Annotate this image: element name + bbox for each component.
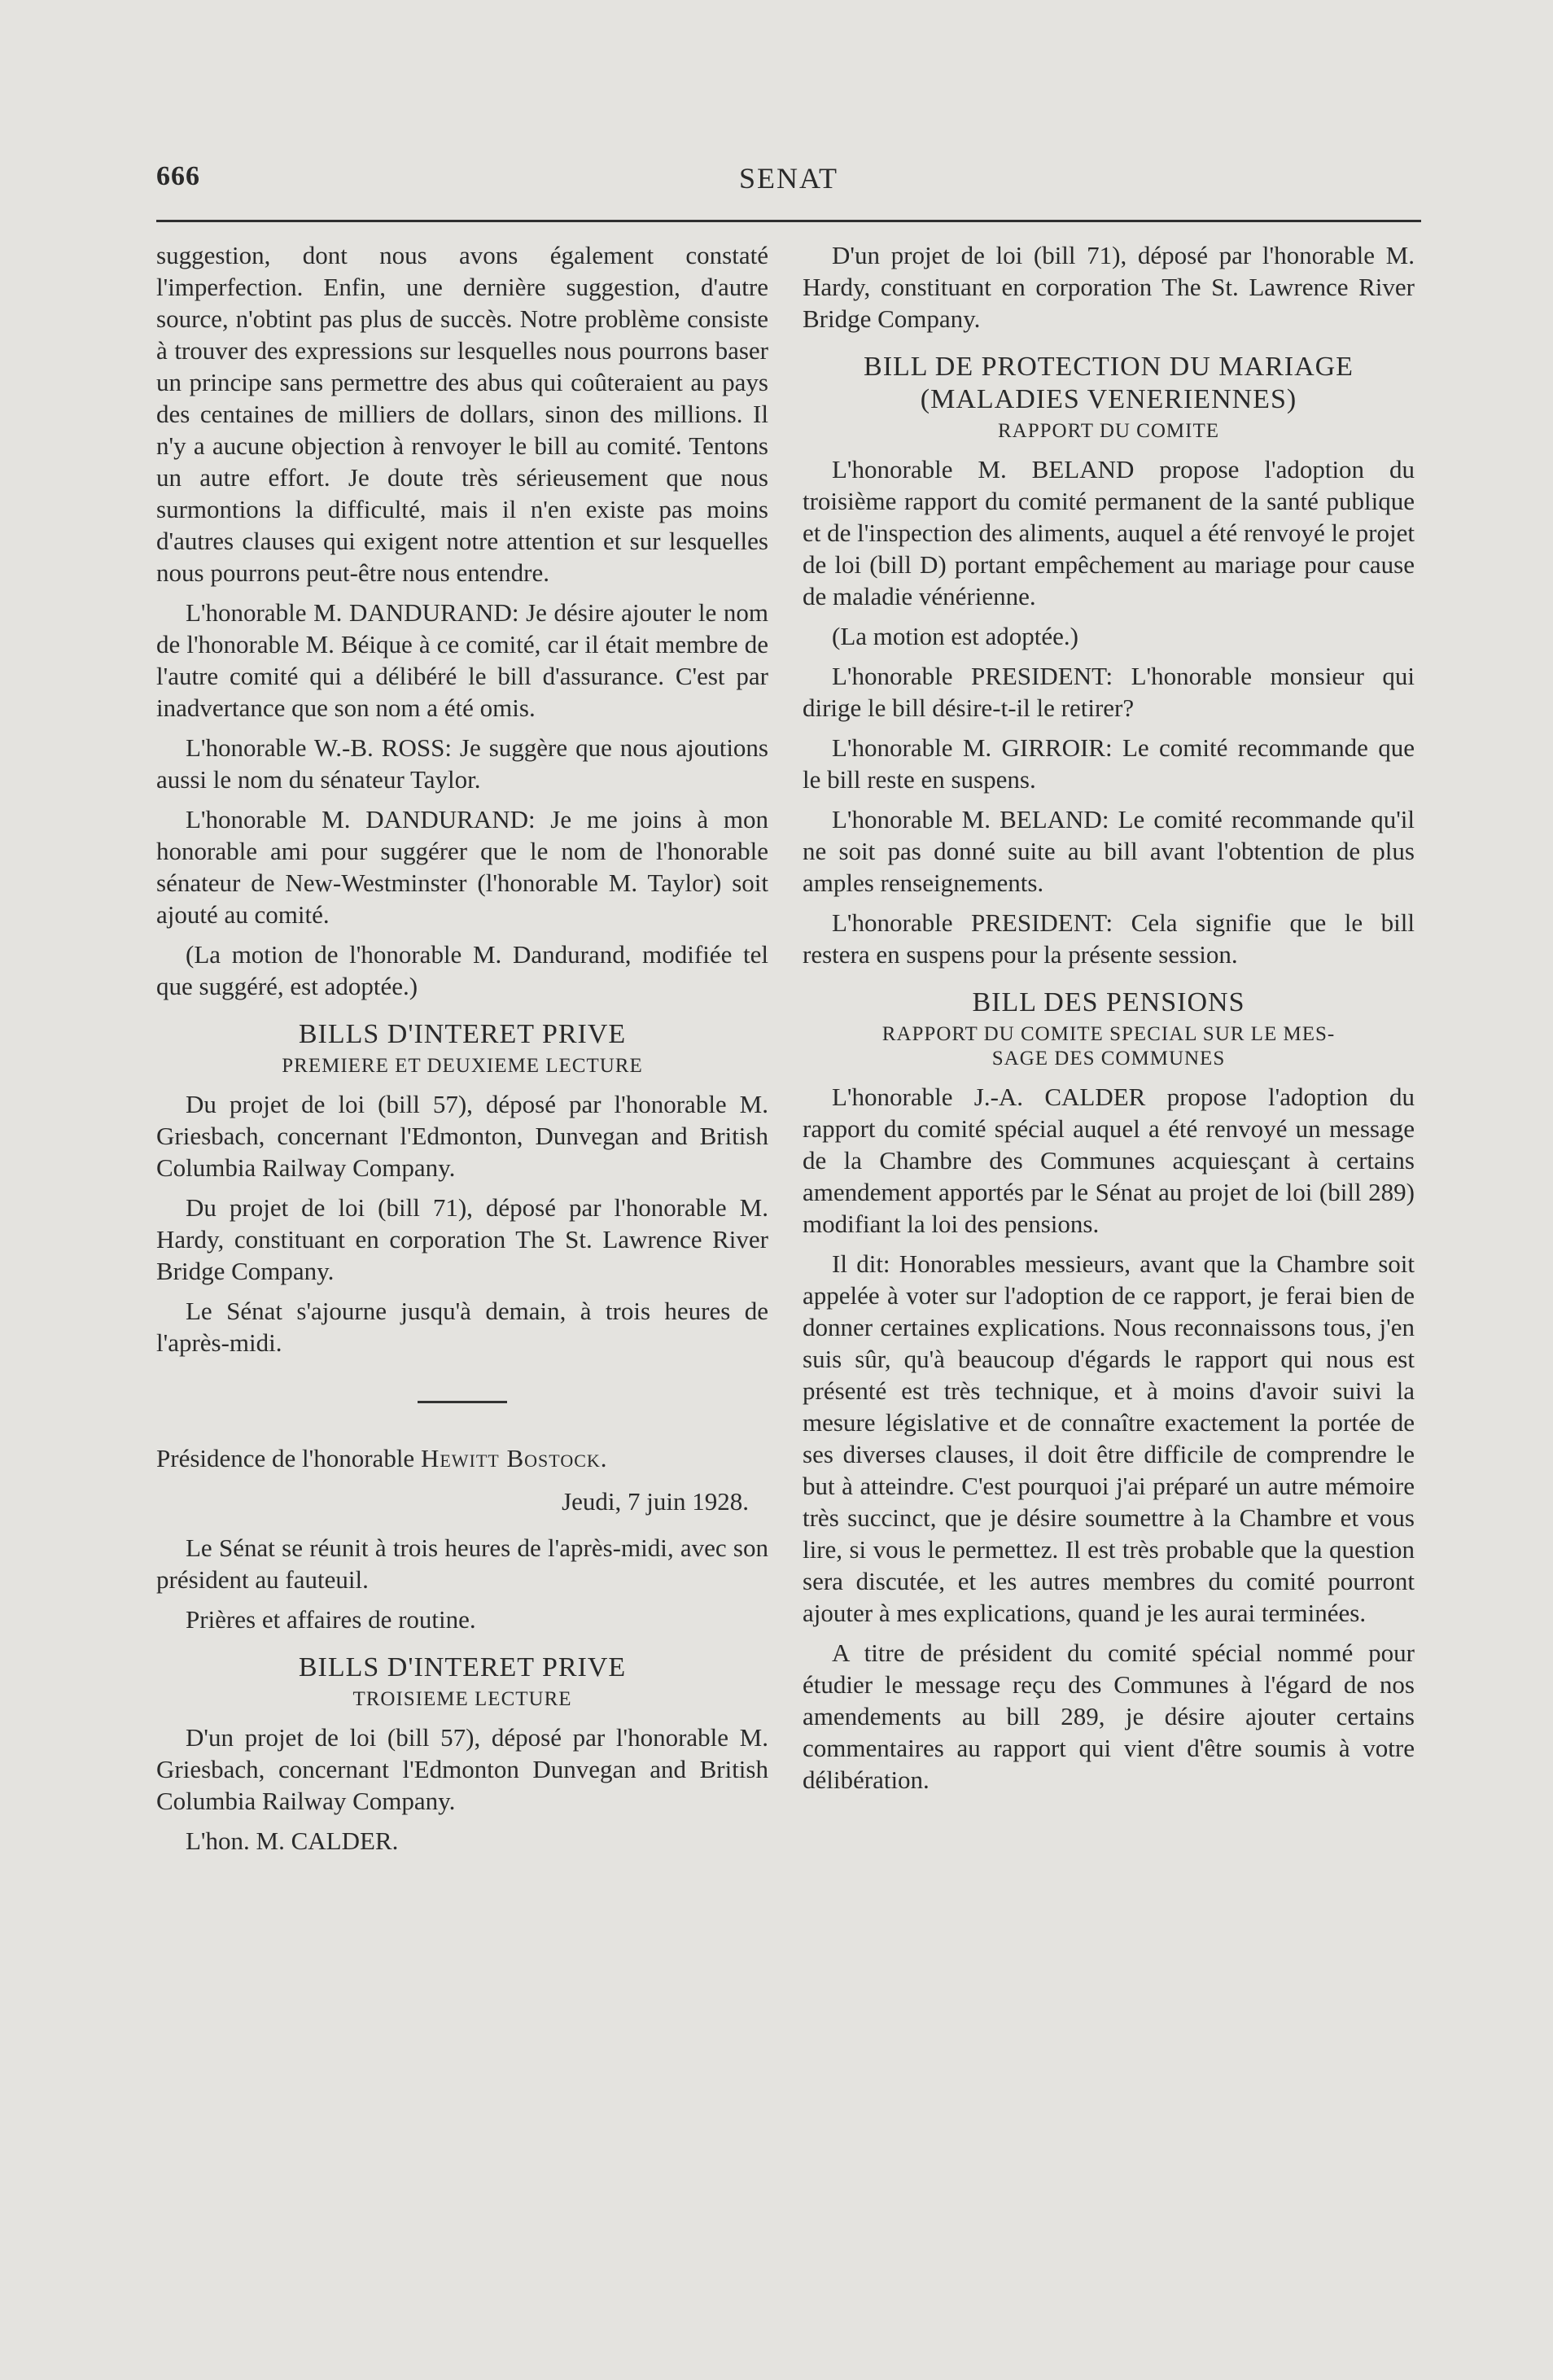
section-heading: BILLS D'INTERET PRIVE <box>298 1019 627 1049</box>
paragraph: Il dit: Honorables messieurs, avant que la Chambre soit appelée à voter sur l'adoption de ce rapport, je ferai bien de donner certaines explications. Nous reconnaissons tous, j'en suis sûr, qu'à beaucoup d'égards le rapport qui nous est présenté est très technique, et à moins d'avoir suivi la mesure législative et de connaître exactement la portée de ses diverses clauses, il doit être difficile de comprendre le but à atteindre. C'est pourquoi j'ai préparé un autre mémoire très succinct, que je désire soumettre à la Chambre et vous lire, si vous le permettez. Il est très probable que la question sera discutée, et les autres membres du comité pourront ajouter à mes explications, quand je les aurai terminées. <box>803 1249 1415 1627</box>
heading-line: (MALADIES VENERIENNES) <box>920 384 1297 414</box>
section-subheading <box>803 1022 1415 1071</box>
paragraph: Prières et affaires de routine. <box>186 1605 476 1634</box>
section-subheading: TROISIEME LECTURE <box>352 1688 572 1710</box>
paragraph: L'honorable PRESIDENT: Cela signifie que le bill restera en suspens pour la présente session. <box>803 908 1415 969</box>
header-rule <box>156 220 1421 222</box>
section-subheading: RAPPORT DU COMITE <box>997 420 1220 442</box>
paragraph: Du projet de loi (bill 71), déposé par l'honorable M. Hardy, constituant en corporation The St. Lawrence River Bridge Company. <box>156 1193 768 1285</box>
paragraph: Le Sénat se réunit à trois heures de l'après-midi, avec son président au fauteuil. <box>156 1533 768 1594</box>
presidence-name: Hewitt Bostock <box>420 1444 601 1472</box>
right-column <box>803 239 1415 1804</box>
section-heading: BILLS D'INTERET PRIVE <box>298 1652 627 1682</box>
paragraph: L'honorable M. BELAND: Le comité recommande qu'il ne soit pas donné suite au bill avant l'obtention de plus amples renseignements. <box>803 805 1415 897</box>
subheading-line: SAGE DES COMMUNES <box>991 1048 1226 1070</box>
section-heading: BILL DES PENSIONS <box>972 987 1245 1017</box>
paragraph: Du projet de loi (bill 57), déposé par l'honorable M. Griesbach, concernant l'Edmonton, Dunvegan and British Columbia Railway Company. <box>156 1090 768 1182</box>
presidence-line <box>156 1442 768 1474</box>
paragraph: Le Sénat s'ajourne jusqu'à demain, à trois heures de l'après-midi. <box>156 1297 768 1357</box>
page-header <box>156 161 1421 202</box>
paragraph: suggestion, dont nous avons également constaté l'imperfection. Enfin, une dernière suggestion, d'autre source, n'obtint pas plus de succès. Notre problème consiste à trouver des expressions sur lesquelles nous pourrons baser un principe sans permettre des abus qui coûteraient au pays des centaines de milliers de dollars, sinon des millions. Il n'y a aucune objection à renvoyer le bill au comité. Tentons un autre effort. Je doute très sérieusement que nous surmontions la difficulté, mais il n'en existe pas moins d'autres clauses qui exigent notre attention et sur lesquelles nous pourrons peut-être nous entendre. <box>156 241 768 587</box>
paragraph: L'honorable M. BELAND propose l'adoption du troisième rapport du comité permanent de la santé publique et de l'inspection des aliments, auquel a été renvoyé le projet de loi (bill D) portant empêchement au mariage pour cause de maladie vénérienne. <box>803 455 1415 610</box>
paragraph: (La motion est adoptée.) <box>832 622 1079 650</box>
paragraph: L'honorable M. DANDURAND: Je désire ajouter le nom de l'honorable M. Béique à ce comité, car il était membre de l'autre comité qui a délibéré le bill d'assurance. C'est par inadvertance que son nom a été omis. <box>156 598 768 722</box>
presidence-suffix: . <box>600 1444 607 1472</box>
paragraph: (La motion de l'honorable M. Dandurand, modifiée tel que suggéré, est adoptée.) <box>156 940 768 1000</box>
section-divider <box>418 1401 507 1403</box>
signoff: L'hon. M. CALDER. <box>186 1827 399 1855</box>
paragraph: L'honorable M. DANDURAND: Je me joins à mon honorable ami pour suggérer que le nom de l'honorable sénateur de New-Westminster (l'honorable M. Taylor) soit ajouté au comité. <box>156 805 768 929</box>
paragraph: L'honorable W.-B. ROSS: Je suggère que nous ajoutions aussi le nom du sénateur Taylor. <box>156 733 768 794</box>
presidence-prefix: Présidence de l'honorable <box>156 1444 421 1472</box>
heading-line: BILL DE PROTECTION DU MARIAGE <box>864 352 1354 382</box>
section-heading <box>803 351 1415 416</box>
paragraph: L'honorable M. GIRROIR: Le comité recommande que le bill reste en suspens. <box>803 733 1415 794</box>
paragraph: D'un projet de loi (bill 57), déposé par l'honorable M. Griesbach, concernant l'Edmonton Dunvegan and British Columbia Railway Company. <box>156 1723 768 1815</box>
paragraph: L'honorable J.-A. CALDER propose l'adoption du rapport du comité spécial auquel a été renvoyé un message de la Chambre des Communes acquiesçant à certains amendement apportés par le Sénat au projet de loi (bill 289) modifiant la loi des pensions. <box>803 1083 1415 1238</box>
page-number: 666 <box>156 161 200 191</box>
paragraph: A titre de président du comité spécial nommé pour étudier le message reçu des Communes à l'égard de nos amendements au bill 289, je désire ajouter certains commentaires au rapport qui vient d'être soumis à votre délibération. <box>803 1638 1415 1794</box>
paragraph: L'honorable PRESIDENT: L'honorable monsieur qui dirige le bill désire-t-il le retirer? <box>803 662 1415 722</box>
sitting-date: Jeudi, 7 juin 1928. <box>562 1487 749 1516</box>
running-head: SENAT <box>738 162 838 195</box>
left-column <box>156 239 768 1865</box>
subheading-line: RAPPORT DU COMITE SPECIAL SUR LE MES- <box>881 1023 1336 1045</box>
paragraph: D'un projet de loi (bill 71), déposé par l'honorable M. Hardy, constituant en corporation The St. Lawrence River Bridge Company. <box>803 241 1415 333</box>
section-subheading: PREMIERE ET DEUXIEME LECTURE <box>282 1055 643 1077</box>
